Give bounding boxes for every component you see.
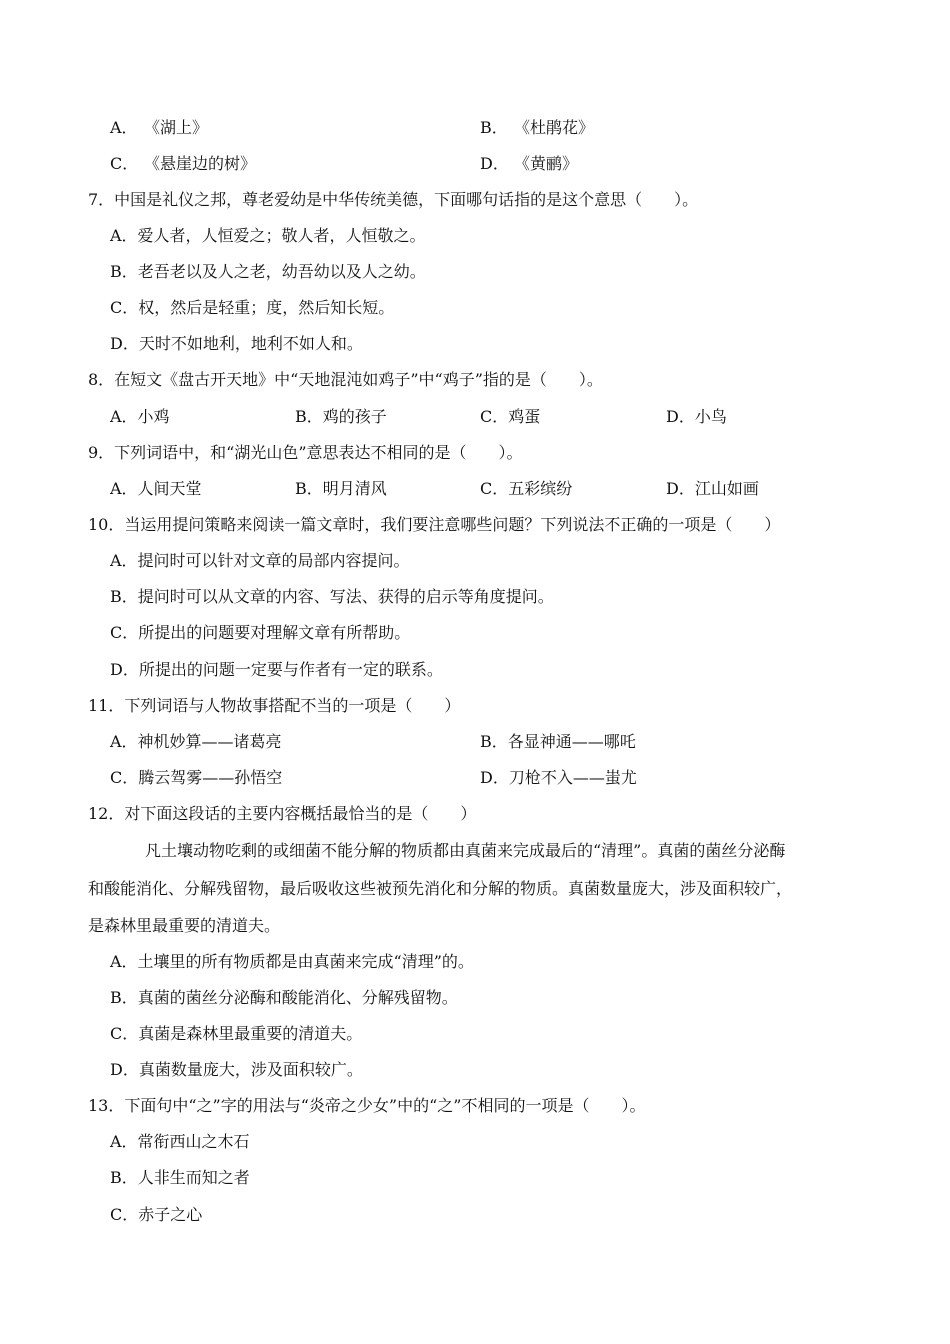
- q12-option-b: B．真菌的菌丝分泌酶和酸能消化、分解残留物。: [110, 988, 458, 1007]
- q12-option-a: A．土壤里的所有物质都是由真菌来完成“清理”的。: [110, 952, 474, 971]
- option-key: D．: [480, 154, 509, 173]
- q10-option-d: D．所提出的问题一定要与作者有一定的联系。: [110, 660, 443, 679]
- q12-option-c: C．真菌是森林里最重要的清道夫。: [110, 1024, 363, 1043]
- q12-passage-line: 是森林里最重要的清道夫。: [88, 916, 281, 935]
- q8-stem: 8．在短文《盘古开天地》中“天地混沌如鸡子”中“鸡子”指的是（ ）。: [88, 370, 603, 389]
- q11-option-b: B．各显神通——哪吒: [480, 732, 636, 751]
- q12-passage-line: 凡土壤动物吃剩的或细菌不能分解的物质都由真菌来完成最后的“清理”。真菌的菌丝分泌酶: [145, 841, 786, 860]
- q12-passage-line: 和酸能消化、分解残留物，最后吸收这些被预先消化和分解的物质。真菌数量庞大，涉及面积较广，: [88, 879, 793, 898]
- q7-option-b: B．老吾老以及人之老，幼吾幼以及人之幼。: [110, 262, 426, 281]
- q8-option-d: D．小鸟: [666, 407, 727, 426]
- q13-option-c: C．赤子之心: [110, 1205, 203, 1224]
- q9-option-d: D．江山如画: [666, 479, 759, 498]
- q6-option-d: [480, 154, 578, 174]
- q6-option-c: [110, 154, 256, 174]
- q10-option-c: C．所提出的问题要对理解文章有所帮助。: [110, 623, 411, 642]
- option-key: C．: [110, 154, 139, 173]
- q13-stem: 13．下面句中“之”字的用法与“炎帝之少女”中的“之”不相同的一项是（ ）。: [88, 1096, 646, 1115]
- q11-option-d: D．刀枪不入——蚩尤: [480, 768, 637, 787]
- option-text: 《黄鹂》: [514, 154, 579, 173]
- q11-option-a: A．神机妙算——诸葛亮: [110, 732, 282, 751]
- q9-option-a: A．人间天堂: [110, 479, 202, 498]
- q10-option-b: B．提问时可以从文章的内容、写法、获得的启示等角度提问。: [110, 587, 554, 606]
- option-key: B．: [480, 118, 508, 137]
- q9-stem: 9．下列词语中，和“湖光山色”意思表达不相同的是（ ）。: [88, 443, 523, 462]
- q9-option-c: C．五彩缤纷: [480, 479, 573, 498]
- option-text: 《湖上》: [144, 118, 209, 137]
- q6-option-a: [110, 118, 208, 138]
- option-key: A．: [110, 118, 138, 137]
- q7-option-d: D．天时不如地利，地利不如人和。: [110, 334, 363, 353]
- q10-option-a: A．提问时可以针对文章的局部内容提问。: [110, 551, 410, 570]
- q10-stem: 10．当运用提问策略来阅读一篇文章时，我们要注意哪些问题？下列说法不正确的一项是（ ）: [88, 515, 781, 534]
- option-text: 《杜鹃花》: [514, 118, 595, 137]
- option-text: 《悬崖边的树》: [144, 154, 257, 173]
- q8-option-b: B．鸡的孩子: [295, 407, 387, 426]
- q6-option-b: [480, 118, 594, 138]
- q11-option-c: C．腾云驾雾——孙悟空: [110, 768, 283, 787]
- q7-option-c: C．权，然后是轻重；度，然后知长短。: [110, 298, 395, 317]
- q8-option-a: A．小鸡: [110, 407, 170, 426]
- q9-option-b: B．明月清风: [295, 479, 387, 498]
- q11-stem: 11．下列词语与人物故事搭配不当的一项是（ ）: [88, 696, 461, 715]
- q7-option-a: A．爱人者，人恒爱之；敬人者，人恒敬之。: [110, 226, 426, 245]
- q12-option-d: D．真菌数量庞大，涉及面积较广。: [110, 1060, 363, 1079]
- q8-option-c: C．鸡蛋: [480, 407, 541, 426]
- q13-option-b: B．人非生而知之者: [110, 1168, 250, 1187]
- q12-stem: 12．对下面这段话的主要内容概括最恰当的是（ ）: [88, 804, 477, 823]
- q7-stem: 7．中国是礼仪之邦，尊老爱幼是中华传统美德，下面哪句话指的是这个意思（ ）。: [88, 190, 699, 209]
- q13-option-a: A．常衔西山之木石: [110, 1132, 250, 1151]
